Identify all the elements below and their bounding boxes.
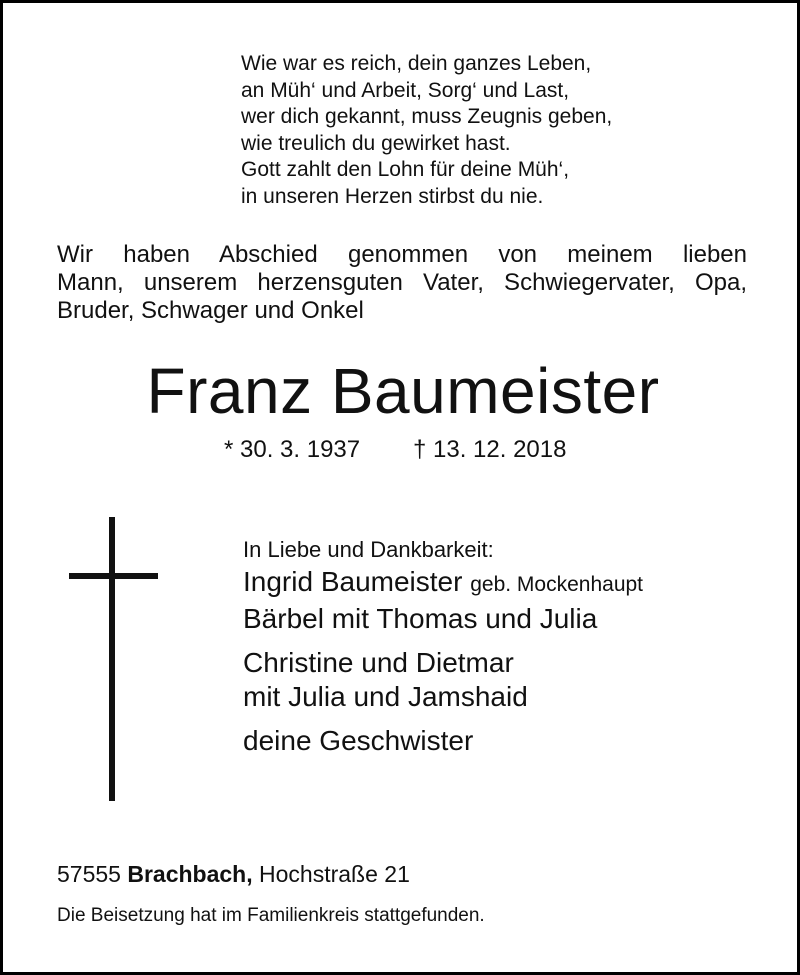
family-address <box>57 859 410 889</box>
farewell-line: Wir haben Abschied genommen von meinem lieben <box>57 241 747 268</box>
street-address: Hochstraße 21 <box>259 861 410 887</box>
death-date: † 13. 12. 2018 <box>413 436 567 463</box>
spouse-maiden-name: geb. Mockenhaupt <box>470 573 644 596</box>
memorial-poem <box>241 51 612 210</box>
mourner-family: Bärbel mit Thomas und Julia <box>243 603 598 634</box>
poem-line: an Müh‘ und Arbeit, Sorg‘ und Last, <box>241 78 570 102</box>
birth-date: * 30. 3. 1937 <box>224 436 361 463</box>
cross-horizontal-bar <box>69 573 158 579</box>
cross-vertical-bar <box>109 517 115 801</box>
burial-notice: Die Beisetzung hat im Familienkreis stattgefunden. <box>57 905 485 926</box>
mourner-siblings: deine Geschwister <box>243 725 474 756</box>
mourner-spouse <box>243 565 643 602</box>
poem-line: wie treulich du gewirket hast. <box>241 131 511 155</box>
spouse-name: Ingrid Baumeister <box>243 566 463 597</box>
mourner-family: Christine und Dietmar <box>243 647 514 678</box>
poem-line: in unseren Herzen stirbst du nie. <box>241 184 544 208</box>
deceased-name: Franz Baumeister <box>146 355 660 427</box>
postal-code: 57555 <box>57 861 121 887</box>
mourners-list <box>243 535 643 758</box>
poem-line: wer dich gekannt, muss Zeugnis geben, <box>241 105 613 128</box>
city-name: Brachbach, <box>127 861 253 887</box>
mourners-greeting: In Liebe und Dankbarkeit: <box>243 537 494 562</box>
farewell-line: Bruder, Schwager und Onkel <box>57 297 364 324</box>
mourner-family: mit Julia und Jamshaid <box>243 681 528 712</box>
poem-line: Wie war es reich, dein ganzes Leben, <box>241 52 592 75</box>
farewell-line: Mann, unserem herzensguten Vater, Schwiegervater, Opa, <box>57 269 747 296</box>
farewell-text <box>57 241 747 325</box>
poem-line: Gott zahlt den Lohn für deine Müh‘, <box>241 158 570 181</box>
